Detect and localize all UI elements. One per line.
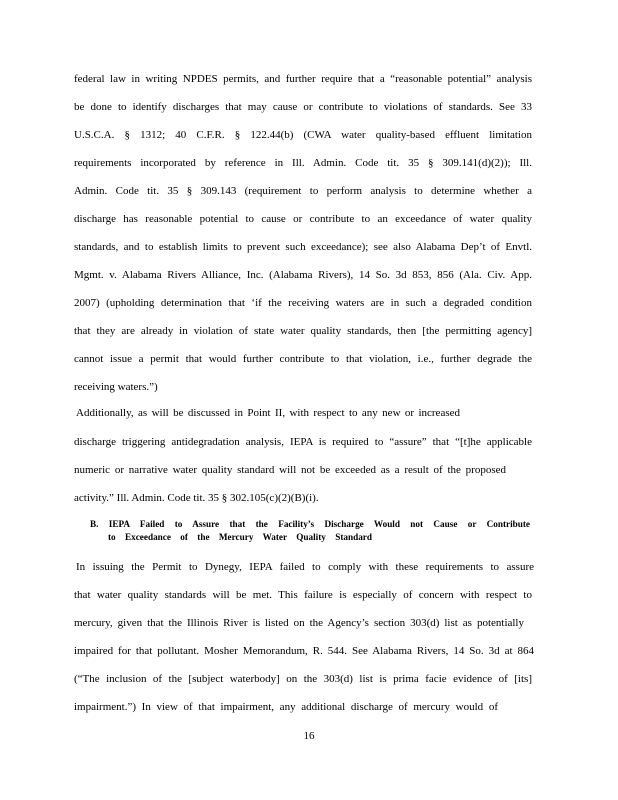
body-line: federal law in writing NPDES permits, and further require that a “reasonable potential” analysis	[74, 73, 532, 85]
body-line: mercury, given that the Illinois River is listed on the Agency’s section 303(d) list as potentially	[74, 617, 524, 629]
body-line: that water quality standards will be met. This failure is especially of concern with respect to	[74, 589, 532, 601]
body-line: standards, and to establish limits to prevent such exceedance); see also Alabama Dep’t of Envtl.	[74, 241, 532, 253]
body-line: Additionally, as will be discussed in Point II, with respect to any new or increased	[76, 407, 460, 419]
body-line: In issuing the Permit to Dynegy, IEPA failed to comply with these requirements to assure	[76, 561, 534, 573]
body-line: numeric or narrative water quality standard will not be exceeded as a result of the proposed	[74, 464, 506, 476]
body-line: activity.” Ill. Admin. Code tit. 35 § 302.105(c)(2)(B)(i).	[74, 492, 319, 504]
body-line: requirements incorporated by reference in Ill. Admin. Code tit. 35 § 309.141(d)(2)); Ill.	[74, 157, 532, 169]
body-line: discharge triggering antidegradation analysis, IEPA is required to “assure” that “[t]he applicable	[74, 436, 532, 448]
body-line: (“The inclusion of the [subject waterbody] on the 303(d) list is prima facie evidence of [its]	[74, 673, 532, 685]
body-line: 2007) (upholding determination that ‘if the receiving waters are in such a degraded condition	[74, 297, 532, 309]
section-heading: B. IEPA Failed to Assure that the Facility’s Discharge Would not Cause or Contribute	[90, 519, 530, 529]
body-line: Mgmt. v. Alabama Rivers Alliance, Inc. (Alabama Rivers), 14 So. 3d 853, 856 (Ala. Civ. App.	[74, 269, 532, 281]
body-line: impairment.”) In view of that impairment, any additional discharge of mercury would of	[74, 701, 498, 713]
body-line: U.S.C.A. § 1312; 40 C.F.R. § 122.44(b) (CWA water quality-based effluent limitation	[74, 129, 532, 141]
body-line: receiving waters.”)	[74, 381, 158, 393]
body-line: that they are already in violation of state water quality standards, then [the permitting agency]	[74, 325, 532, 337]
section-heading: to Exceedance of the Mercury Water Quality Standard	[108, 532, 372, 542]
body-line: cannot issue a permit that would further contribute to that violation, i.e., further degrade the	[74, 353, 532, 365]
body-line: impaired for that pollutant. Mosher Memorandum, R. 544. See Alabama Rivers, 14 So. 3d at 864	[74, 645, 534, 657]
page-number: 16	[303, 730, 315, 742]
body-line: be done to identify discharges that may cause or contribute to violations of standards. See 33	[74, 101, 532, 113]
body-line: discharge has reasonable potential to cause or contribute to an exceedance of water quality	[74, 213, 532, 225]
body-line: Admin. Code tit. 35 § 309.143 (requirement to perform analysis to determine whether a	[74, 185, 532, 197]
